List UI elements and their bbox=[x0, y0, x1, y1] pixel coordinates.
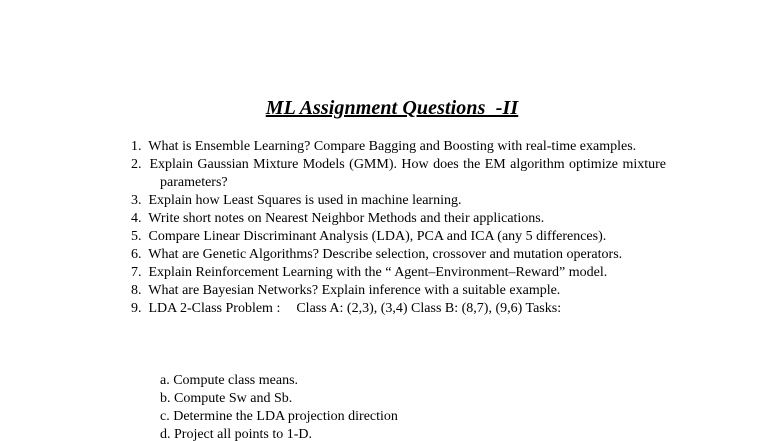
question-number: 8. bbox=[131, 283, 142, 298]
question-number: 9. bbox=[131, 301, 142, 316]
question-text: Class A: (2,3), (3,4) Class B: (8,7), (9,6) Tasks: bbox=[296, 301, 562, 316]
question-item bbox=[130, 138, 666, 156]
question-text: What are Genetic Algorithms? Describe selection, crossover and mutation operators. bbox=[148, 247, 623, 262]
question-number: 4. bbox=[131, 211, 142, 226]
question-text: What are Bayesian Networks? Explain inference with a suitable example. bbox=[148, 283, 561, 298]
subtask-list bbox=[130, 372, 696, 441]
question-item bbox=[130, 282, 666, 300]
subtask-item: c. Determine the LDA projection direction bbox=[160, 409, 398, 424]
question-item bbox=[130, 300, 666, 318]
question-number: 1. bbox=[131, 139, 142, 154]
question-text: Compare Linear Discriminant Analysis (LDA), PCA and ICA (any 5 differences). bbox=[148, 229, 607, 244]
question-item bbox=[130, 210, 666, 228]
question-item bbox=[130, 192, 666, 210]
question-item bbox=[130, 246, 666, 264]
question-text: What is Ensemble Learning? Compare Bagging and Boosting with real-time examples. bbox=[148, 139, 637, 154]
question-number: 2. bbox=[131, 157, 142, 172]
question-text: Write short notes on Nearest Neighbor Methods and their applications. bbox=[148, 211, 545, 226]
question-text: Explain Gaussian Mixture Models (GMM). How does the EM algorithm optimize mixture parameters? bbox=[149, 157, 666, 190]
question-text: Explain how Least Squares is used in machine learning. bbox=[148, 193, 462, 208]
document-title: ML Assignment Questions -II bbox=[265, 97, 519, 119]
question-number: 3. bbox=[131, 193, 142, 208]
subtask-item: d. Project all points to 1-D. bbox=[160, 427, 313, 441]
question-number: 7. bbox=[131, 265, 142, 280]
question-label: LDA 2-Class Problem : bbox=[148, 301, 281, 316]
question-number: 6. bbox=[131, 247, 142, 262]
question-list bbox=[130, 138, 666, 318]
subtask-item: b. Compute Sw and Sb. bbox=[160, 391, 293, 406]
question-number: 5. bbox=[131, 229, 142, 244]
question-item bbox=[130, 228, 666, 246]
question-text: Explain Reinforcement Learning with the “ Agent–Environment–Reward” model. bbox=[148, 265, 608, 280]
subtask-item: a. Compute class means. bbox=[160, 373, 299, 388]
question-item bbox=[130, 156, 666, 192]
question-item bbox=[130, 264, 666, 282]
